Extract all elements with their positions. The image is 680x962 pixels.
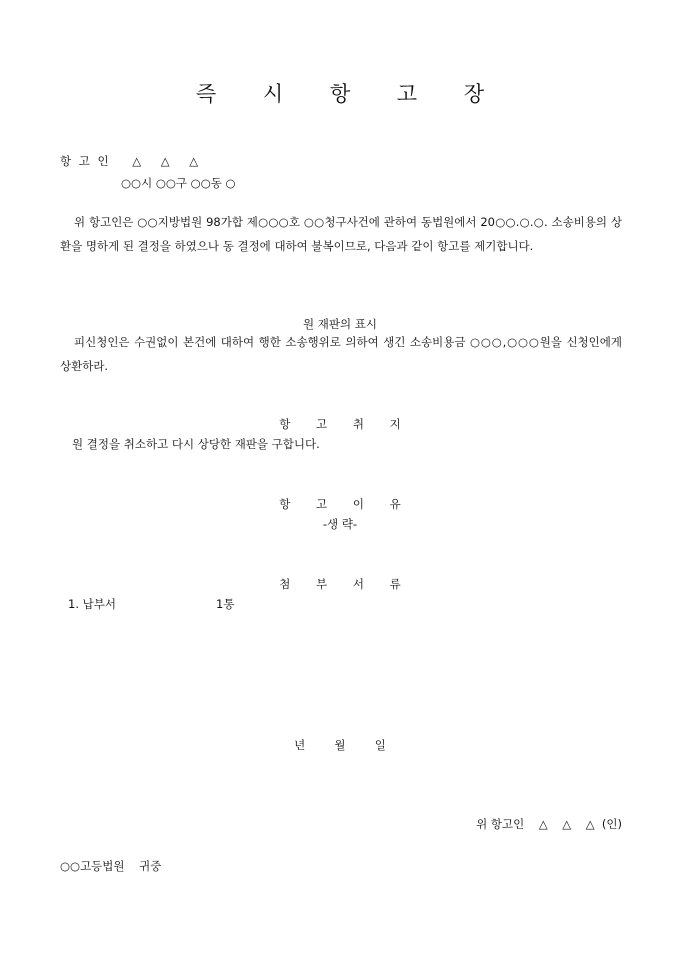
- appeal-reason-text: -생 략-: [322, 517, 358, 531]
- recipient-court: ○○고등법원 귀중: [60, 859, 162, 873]
- appellant-address: ○○시 ○○구 ○○동 ○: [121, 176, 236, 190]
- appeal-purpose-text: 원 결정을 취소하고 다시 상당한 재판을 구합니다.: [72, 437, 320, 451]
- original-ruling-heading: 원 재판의 표시: [303, 317, 377, 331]
- appeal-purpose-heading: 항 고 취 지: [279, 417, 412, 431]
- appellant-label: 항 고 인: [60, 154, 111, 168]
- body-paragraph: 위 항고인은 ○○지방법원 98가합 제○○○호 ○○청구사건에 관하여 동법원에서 20○○.○.○. 소송비용의 상환을 명하게 된 결정을 하였으나 동 결정에 대하여 불복이므로, 다음과 같이 항고를 제기합니다.: [60, 215, 622, 253]
- signature-line: 위 항고인 △ △ △ (인): [476, 817, 622, 831]
- appeal-reason-heading: 항 고 이 유: [279, 497, 412, 511]
- appellant-row: [60, 153, 206, 169]
- appellant-name: △ △ △: [132, 154, 207, 168]
- date-line: 년 월 일: [294, 738, 386, 752]
- attachment-name: 1. 납부서: [68, 597, 116, 611]
- original-ruling-text: 피신청인은 수권없이 본건에 대하여 행한 소송행위로 의하여 생긴 소송비용금 ○○○,○○○원을 신청인에게 상환하라.: [60, 335, 622, 373]
- attachment-item: [68, 596, 234, 612]
- attachments-heading: 첨 부 서 류: [279, 577, 412, 591]
- document-title: 즉 시 항 고 장: [195, 82, 505, 106]
- attachment-count: 1통: [216, 597, 235, 611]
